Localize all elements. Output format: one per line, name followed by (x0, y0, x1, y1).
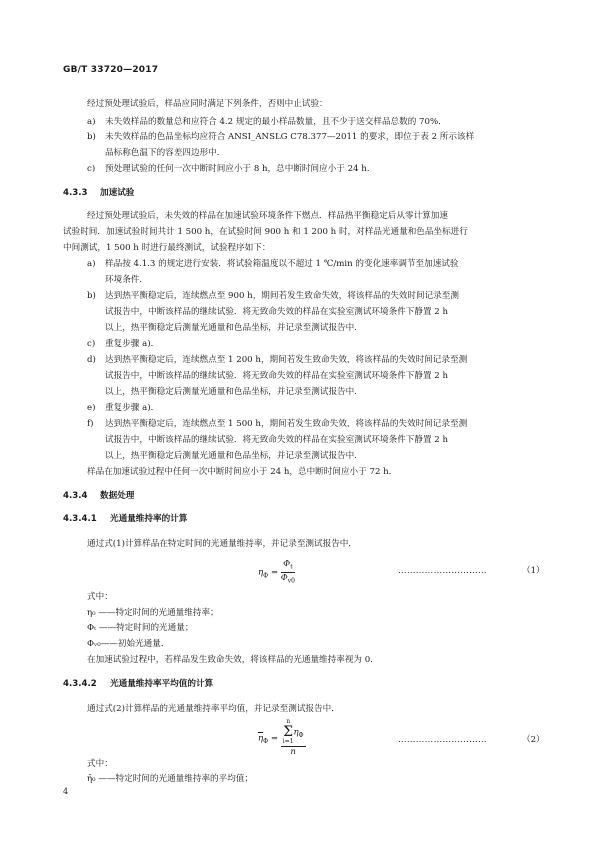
list-item: 达到热平衡稳定后，连续燃点至 1 500 h，期间若发生致命失效，将该样品的失效时间记录至测 (105, 419, 468, 429)
list-marker: c) (87, 339, 96, 349)
formula-leader-dots: ………………………… (398, 735, 487, 745)
equation-number: （2） (522, 735, 545, 745)
equation-number: （1） (522, 566, 545, 576)
list-marker: b) (87, 291, 96, 301)
formula-lhs-sub: Φ (263, 738, 269, 746)
where-label: 式中： (87, 759, 113, 769)
summation-sign: Σ (283, 724, 294, 740)
formula-lhs: η (258, 567, 264, 578)
paragraph: 通过式(1)计算样品在特定时间的光通量维持率，并记录至测试报告中． (87, 539, 357, 549)
list-item-cont: 试报告中，中断该样品的继续试验．将无致命失效的样品在实验室测试环境条件下静置 2 h (105, 435, 449, 445)
list-marker: d) (87, 355, 96, 365)
fraction (281, 560, 295, 584)
section-title: 数据处理 (100, 491, 135, 501)
sum-upper-limit: n (286, 718, 291, 725)
definition: η₀ ——特定时间的光通量维持率； (87, 608, 219, 618)
formula-2: $\overline{\eta}_\Phi$ = n Σ i=1 $\eta_\Phi$ n (258, 718, 304, 757)
fraction (281, 719, 306, 757)
list-item: 未失效样品的数量总和应符合 4.2 规定的最小样品数量，且不少于送交样品总数的 70%． (105, 117, 447, 127)
denominator: n (290, 747, 296, 757)
list-item: 预处理试验的任何一次中断时间应小于 8 h，总中断时间应小于 24 h． (105, 164, 376, 174)
paragraph-line: 经过预处理试验后，未失效的样品在加速试验环境条件下燃点．样品热平衡稳定后从零计算加速 (87, 211, 448, 221)
list-item-cont: 品标称色温下的容差四边形中． (105, 148, 226, 158)
summand: η (293, 727, 299, 738)
page-number: 4 (63, 787, 69, 796)
list-marker: a) (87, 117, 96, 127)
definition: η̄₀ ——特定时间的光通量维持率的平均值； (87, 774, 254, 784)
list-item: 未失效样品的色品坐标均应符合 ANSI_ANSLG C78.377—2011 的要求，即位于表 2 所示该样 (105, 132, 475, 142)
note: 在加速试验过程中，若样品发生致命失效，将该样品的光通量维持率视为 0． (87, 655, 379, 665)
section-title: 光通量维持率的计算 (110, 514, 188, 524)
numerator: Φ (283, 559, 291, 569)
list-item-cont: 试报告中，中断该样品的继续试验．将无致命失效的样品在实验室测试环境条件下静置 2 h (105, 371, 449, 381)
section-title: 光通量维持率平均值的计算 (110, 679, 214, 689)
list-marker: b) (87, 132, 96, 142)
list-marker: c) (87, 164, 96, 174)
paragraph-line: 中间测试，1 500 h 时进行最终测试，试验程序如下： (63, 243, 271, 253)
closing-paragraph: 样品在加速试验过程中任何一次中断时间应小于 24 h，总中断时间应小于 72 h． (87, 467, 398, 477)
list-item-cont: 以上，热平衡稳定后测量光通量和色品坐标，并记录至测试报告中． (105, 323, 363, 333)
paragraph: 通过式(2)计算样品的光通量维持率平均值，并记录至测试报告中． (87, 704, 340, 714)
list-item: 达到热平衡稳定后，连续燃点至 1 200 h，期间若发生致命失效，将该样品的失效时间记录至测 (105, 355, 468, 365)
list-item-cont: 以上，热平衡稳定后测量光通量和色品坐标，并记录至测试报告中． (105, 451, 363, 461)
list-item: 重复步骤 a)． (105, 339, 160, 349)
section-title: 加速试验 (100, 188, 135, 198)
list-item-cont: 试报告中，中断该样品的继续试验．将无致命失效的样品在实验室测试环境条件下静置 2 h (105, 307, 449, 317)
list-marker: e) (87, 403, 96, 413)
sum-lower-limit: i=1 (282, 738, 294, 745)
where-label: 式中： (87, 592, 113, 602)
list-marker: a) (87, 259, 96, 269)
formula-lhs-sub: Φ (263, 572, 269, 580)
numerator-sub: t (290, 563, 293, 571)
paragraph-line: 试验时间．加速试验时间共计 1 500 h，在试验时间 900 h 和 1 200 h 时，对样品光通量和色品坐标进行 (63, 227, 468, 237)
denominator: Φ (280, 572, 288, 583)
list-item-cont: 环境条件． (105, 275, 148, 285)
section-number: 4.3.4 (63, 491, 88, 501)
definition: Φᵥ₀——初始光通量． (87, 639, 170, 649)
section-number: 4.3.4.2 (63, 679, 97, 689)
formula-lhs: $\overline{\eta}$ (258, 733, 264, 744)
formula-1: $\eta_\Phi$ = $\frac{\Phi_t}{\Phi_{v0}}$ (258, 559, 296, 585)
list-marker: f) (87, 419, 94, 429)
section-number: 4.3.3 (63, 188, 88, 198)
section-number: 4.3.4.1 (63, 514, 97, 524)
list-item-cont: 以上，热平衡稳定后测量光通量和色品坐标，并记录至测试报告中． (105, 387, 363, 397)
list-item: 达到热平衡稳定后，连续燃点至 900 h，期间若发生致命失效，将该样品的失效时间记录至测 (105, 291, 459, 301)
formula-leader-dots: ………………………… (398, 566, 487, 576)
list-item: 重复步骤 a)． (105, 403, 160, 413)
list-item: 样品按 4.1.3 的规定进行安装．将试验箱温度以不超过 1 ℃/min 的变化速率调节至加速试验 (105, 259, 459, 269)
standard-code: GB/T 33720—2017 (63, 65, 159, 75)
denominator-sub: v0 (287, 577, 296, 585)
definition: Φₜ ——特定时间的光通量； (87, 623, 194, 633)
summand-sub: Φ (298, 732, 304, 740)
intro-paragraph: 经过预处理试验后，样品应同时满足下列条件，否则中止试验： (87, 99, 328, 109)
